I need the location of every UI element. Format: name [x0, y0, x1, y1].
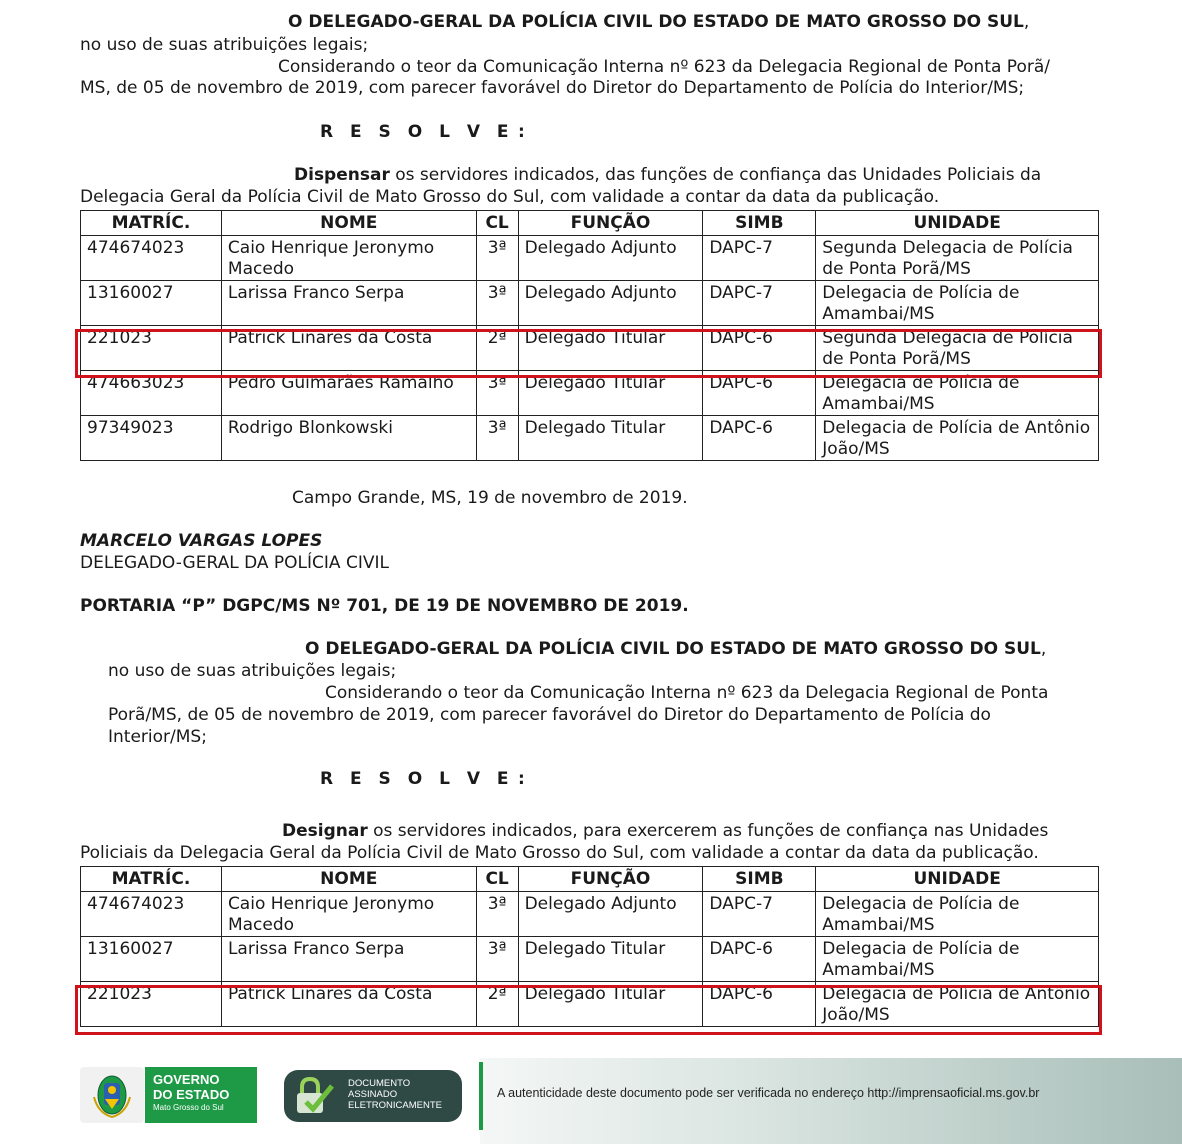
- seal-line3: ELETRONICAMENTE: [348, 1100, 442, 1111]
- table-cell: 474674023: [81, 892, 222, 937]
- table-cell: Delegacia de Polícia de Amambai/MS: [816, 937, 1099, 982]
- padlock-check-icon: [292, 1076, 340, 1120]
- table-cell: 2ª: [476, 326, 518, 371]
- column-header: NOME: [221, 211, 476, 236]
- footer-divider: [479, 1062, 483, 1130]
- table-cell: Patrick Linares da Costa: [221, 326, 476, 371]
- resolve-1: R E S O L V E :: [320, 122, 525, 142]
- action-2a: Designar os servidores indicados, para exercerem as funções de confiança nas Unidades: [282, 821, 1049, 841]
- table-row: [81, 937, 1099, 982]
- table-cell: Delegado Adjunto: [518, 281, 703, 326]
- table-cell: 3ª: [476, 236, 518, 281]
- consider-2c: Interior/MS;: [108, 727, 207, 747]
- table-cell: Delegacia de Polícia de Antônio João/MS: [816, 982, 1099, 1027]
- signer-name: MARCELO VARGAS LOPES: [80, 531, 323, 551]
- table-cell: Caio Henrique Jeronymo Macedo: [221, 236, 476, 281]
- column-header: UNIDADE: [816, 211, 1099, 236]
- table-cell: Caio Henrique Jeronymo Macedo: [221, 892, 476, 937]
- column-header: UNIDADE: [816, 867, 1099, 892]
- footer-background: [480, 1058, 1182, 1144]
- table-cell: 3ª: [476, 416, 518, 461]
- table-cell: DAPC-6: [703, 326, 816, 371]
- table-cell: 474663023: [81, 371, 222, 416]
- highlight-box-1: [75, 329, 1102, 378]
- table-cell: DAPC-7: [703, 892, 816, 937]
- column-header: SIMB: [703, 867, 816, 892]
- table-cell: DAPC-6: [703, 982, 816, 1027]
- table-cell: DAPC-7: [703, 236, 816, 281]
- table-cell: 2ª: [476, 982, 518, 1027]
- table-row: [81, 416, 1099, 461]
- table-cell: Patrick Linares da Costa: [221, 982, 476, 1027]
- table-cell: Delegado Titular: [518, 326, 703, 371]
- table-cell: 13160027: [81, 281, 222, 326]
- table-cell: DAPC-6: [703, 371, 816, 416]
- table-cell: 3ª: [476, 937, 518, 982]
- table-cell: 221023: [81, 326, 222, 371]
- authenticity-text: A autenticidade deste documento pode ser verificada no endereço http://imprensaoficial.ms.gov.br: [497, 1086, 1040, 1100]
- table-header-row: [81, 211, 1099, 236]
- state-crest-icon: [80, 1067, 144, 1123]
- highlight-box-2: [75, 985, 1102, 1035]
- table-cell: DAPC-6: [703, 416, 816, 461]
- gov-line1: GOVERNO: [153, 1072, 220, 1087]
- column-header: CL: [476, 867, 518, 892]
- table-cell: 3ª: [476, 892, 518, 937]
- table-cell: Delegacia de Polícia de Amambai/MS: [816, 892, 1099, 937]
- table-cell: 3ª: [476, 281, 518, 326]
- table-cell: Delegacia de Polícia de Amambai/MS: [816, 281, 1099, 326]
- gov-line3: Mato Grosso do Sul: [153, 1103, 224, 1112]
- table-row: [81, 281, 1099, 326]
- column-header: FUNÇÃO: [518, 867, 703, 892]
- resolve-2: R E S O L V E :: [320, 769, 525, 789]
- table-cell: Larissa Franco Serpa: [221, 937, 476, 982]
- table-cell: Delegacia de Polícia de Antônio João/MS: [816, 416, 1099, 461]
- table-row: [81, 236, 1099, 281]
- action-2b: Policiais da Delegacia Geral da Polícia Civil de Mato Grosso do Sul, com validade a contar da data da publicação.: [80, 843, 1039, 863]
- heading-1: O DELEGADO-GERAL DA POLÍCIA CIVIL DO ESTADO DE MATO GROSSO DO SUL,: [288, 12, 1030, 32]
- seal-line2: ASSINADO: [348, 1089, 398, 1100]
- consider-2a: Considerando o teor da Comunicação Interna nº 623 da Delegacia Regional de Ponta: [325, 683, 1049, 703]
- table-cell: Delegacia de Polícia de Amambai/MS: [816, 371, 1099, 416]
- table-cell: 13160027: [81, 937, 222, 982]
- column-header: SIMB: [703, 211, 816, 236]
- column-header: MATRÍC.: [81, 211, 222, 236]
- table-cell: 474674023: [81, 236, 222, 281]
- consider-1b: MS, de 05 de novembro de 2019, com parecer favorável do Diretor do Departamento de Polícia do Interior/MS;: [80, 78, 1025, 98]
- column-header: MATRÍC.: [81, 867, 222, 892]
- signed-seal: [284, 1070, 462, 1122]
- table-cell: Delegado Adjunto: [518, 892, 703, 937]
- heading-2: O DELEGADO-GERAL DA POLÍCIA CIVIL DO ESTADO DE MATO GROSSO DO SUL,: [305, 639, 1047, 659]
- footer: [0, 1058, 1182, 1144]
- table-cell: Larissa Franco Serpa: [221, 281, 476, 326]
- action-1b: Delegacia Geral da Polícia Civil de Mato Grosso do Sul, com validade a contar da data da publicação.: [80, 187, 940, 207]
- table-cell: 3ª: [476, 371, 518, 416]
- table-cell: Delegado Titular: [518, 416, 703, 461]
- column-header: FUNÇÃO: [518, 211, 703, 236]
- consider-1a: Considerando o teor da Comunicação Interna nº 623 da Delegacia Regional de Ponta Porã/: [278, 57, 1050, 77]
- governo-logo: [145, 1067, 257, 1123]
- place-date: Campo Grande, MS, 19 de novembro de 2019.: [292, 488, 688, 508]
- signer-title: DELEGADO-GERAL DA POLÍCIA CIVIL: [80, 553, 389, 573]
- table-cell: Delegado Titular: [518, 371, 703, 416]
- usage-line-2: no uso de suas atribuições legais;: [108, 661, 397, 681]
- consider-2b: Porã/MS, de 05 de novembro de 2019, com parecer favorável do Diretor do Departamento de Polícia do: [108, 705, 991, 725]
- seal-line1: DOCUMENTO: [348, 1078, 411, 1089]
- table-cell: Delegado Adjunto: [518, 236, 703, 281]
- table-row: [81, 892, 1099, 937]
- column-header: NOME: [221, 867, 476, 892]
- table-cell: Rodrigo Blonkowski: [221, 416, 476, 461]
- table-header-row: [81, 867, 1099, 892]
- portaria-title: PORTARIA “P” DGPC/MS Nº 701, DE 19 DE NOVEMBRO DE 2019.: [80, 596, 689, 616]
- table-cell: 97349023: [81, 416, 222, 461]
- table-cell: DAPC-6: [703, 937, 816, 982]
- table-cell: 221023: [81, 982, 222, 1027]
- table-cell: Delegado Titular: [518, 982, 703, 1027]
- table-cell: Pedro Guimarães Ramalho: [221, 371, 476, 416]
- gov-line2: DO ESTADO: [153, 1087, 230, 1102]
- column-header: CL: [476, 211, 518, 236]
- action-1a: Dispensar os servidores indicados, das funções de confiança das Unidades Policiais da: [294, 165, 1042, 185]
- table-cell: Delegado Titular: [518, 937, 703, 982]
- usage-line-1: no uso de suas atribuições legais;: [80, 35, 369, 55]
- table-cell: Segunda Delegacia de Polícia de Ponta Porã/MS: [816, 236, 1099, 281]
- table-cell: DAPC-7: [703, 281, 816, 326]
- table-cell: Segunda Delegacia de Polícia de Ponta Porã/MS: [816, 326, 1099, 371]
